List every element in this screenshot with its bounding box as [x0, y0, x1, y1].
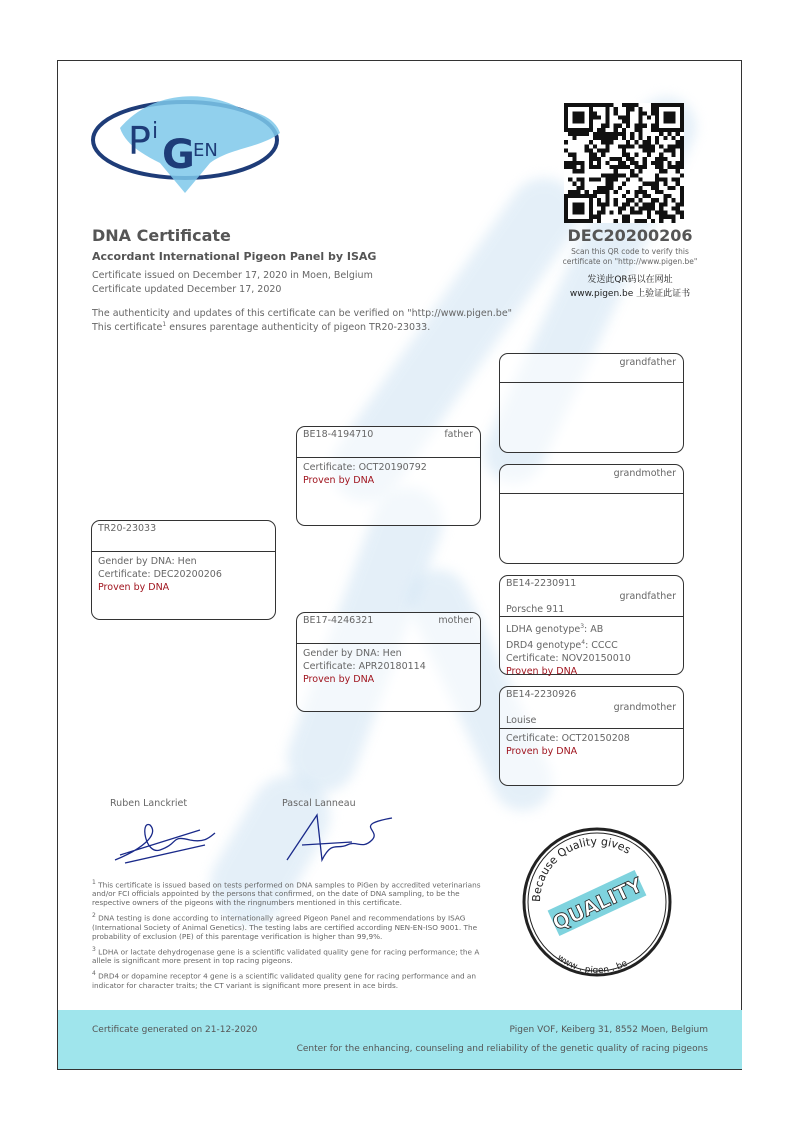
verify-text: The authenticity and updates of this certificate can be verified on "http://www.pigen.be": [92, 308, 513, 319]
pedigree-box-maternal-grandfather[interactable]: [499, 575, 684, 678]
svg-text:G: G: [162, 132, 195, 178]
svg-text:P: P: [128, 119, 151, 163]
svg-text:Because Quality gives: Because Quality gives: [529, 834, 633, 903]
role-label: grandfather: [619, 357, 676, 368]
ring-number: BE14-2230926: [506, 689, 577, 700]
signatory-name: Ruben Lanckriet: [110, 798, 188, 809]
qr-certificate-code: DEC20200206: [567, 226, 693, 245]
company-tagline: Center for the enhancing, counseling and reliability of the genetic quality of racing pigeons: [296, 1044, 708, 1054]
proven-status: Proven by DNA: [98, 582, 170, 593]
subtitle: Accordant International Pigeon Panel by ISAG: [92, 250, 377, 263]
drd4-genotype: DRD4 genotype$^4$: CCCC: [506, 639, 618, 652]
proven-status: Proven by DNA: [303, 674, 375, 685]
signatory-name: Pascal Lanneau: [282, 798, 356, 809]
qr-chinese-text: www.pigen.be 上验证此证书: [569, 289, 691, 299]
pigeon-name: Porsche 911: [506, 604, 565, 615]
footnote: $^2$ DNA testing is done according to internationally agreed Pigeon Panel and recommendations by ISAG (International Society of Animal Genetics). The testing labs are certified according NEN-EN-ISO 9001. The probability of exclusion (PE) of this parentage verification is higher than 99,9%.: [92, 912, 478, 941]
footnote: $^1$ This certificate is issued based on tests performed on DNA samples to PiGen by accredited veterinarians and/or FCI officials appointed by the persons that confirmed, on the date of DNA sampling, to be the respective owners of the pigeons with the ringnumbers mentioned in this certificate.: [92, 879, 481, 908]
issued-text: Certificate issued on December 17, 2020 in Moen, Belgium: [92, 270, 373, 281]
updated-text: Certificate updated December 17, 2020: [92, 284, 282, 295]
ldha-genotype: LDHA genotype$^3$: AB: [506, 623, 604, 636]
gender: Gender by DNA: Hen: [303, 648, 402, 659]
role-label: father: [444, 429, 473, 440]
ensures-text: This certificate$^1$ ensures parentage authenticity of pigeon TR20-23033.: [92, 321, 431, 334]
ring-number: BE17-4246321: [303, 615, 374, 626]
pedigree-box-paternal-grandfather[interactable]: [499, 353, 684, 453]
proven-status: Proven by DNA: [303, 475, 375, 486]
role-label: mother: [438, 615, 473, 626]
qr-scan-text: certificate on "http://www.pigen.be": [562, 257, 698, 266]
role-label: grandmother: [613, 702, 676, 713]
company-address: Pigen VOF, Keiberg 31, 8552 Moen, Belgium: [509, 1025, 708, 1035]
ring-number: BE18-4194710: [303, 429, 374, 440]
svg-text:EN: EN: [193, 140, 218, 161]
role-label: grandmother: [613, 468, 676, 479]
pigen-logo: [90, 88, 290, 198]
ring-number: BE14-2230911: [506, 578, 577, 589]
footnote: $^3$ LDHA or lactate dehydrogenase gene is a scientific validated quality gene for racing performance; the A allele is significant more present in top racing pigeons.: [92, 945, 480, 966]
footnote: $^4$ DRD4 or dopamine receptor 4 gene is a scientific validated quality gene for racing performance and an indicator for character traits; the CT variant is significant more present in ace birds.: [92, 970, 477, 990]
signature-image: [282, 810, 402, 870]
pedigree-box-father[interactable]: [296, 426, 481, 526]
pedigree-box-mother[interactable]: [296, 612, 481, 712]
certificate-id: Certificate: APR20180114: [303, 661, 426, 672]
svg-text:www . pigen . be: www . pigen . be: [555, 952, 630, 977]
pigeon-name: Louise: [506, 715, 537, 726]
footer-band: [58, 1010, 742, 1069]
footnotes: [92, 878, 487, 994]
certificate-id: Certificate: NOV20150010: [506, 653, 631, 665]
certificate-id: Certificate: OCT20150208: [506, 733, 630, 744]
svg-text:i: i: [152, 119, 159, 144]
qr-scan-text: Scan this QR code to verify this: [571, 247, 689, 256]
certificate-id: Certificate: OCT20190792: [303, 462, 427, 473]
proven-status: Proven by DNA: [506, 746, 578, 757]
pedigree-box-maternal-grandmother[interactable]: [499, 686, 684, 786]
certificate-id: Certificate: DEC20200206: [98, 569, 222, 580]
page-title: DNA Certificate: [92, 226, 231, 245]
pedigree-box-subject[interactable]: [91, 520, 276, 620]
signature-image: [110, 815, 220, 870]
ring-number: TR20-23033: [98, 523, 157, 534]
qr-chinese-text: 发送此QR码以在网址: [587, 275, 673, 285]
pedigree-box-paternal-grandmother[interactable]: [499, 464, 684, 564]
qr-code[interactable]: [563, 103, 685, 223]
gender: Gender by DNA: Hen: [98, 556, 197, 567]
generated-date: Certificate generated on 21-12-2020: [92, 1025, 258, 1035]
role-label: grandfather: [619, 591, 676, 602]
svg-text:QUALITY: QUALITY: [548, 872, 647, 936]
proven-status: Proven by DNA: [506, 666, 578, 678]
quality-stamp: [520, 825, 675, 980]
